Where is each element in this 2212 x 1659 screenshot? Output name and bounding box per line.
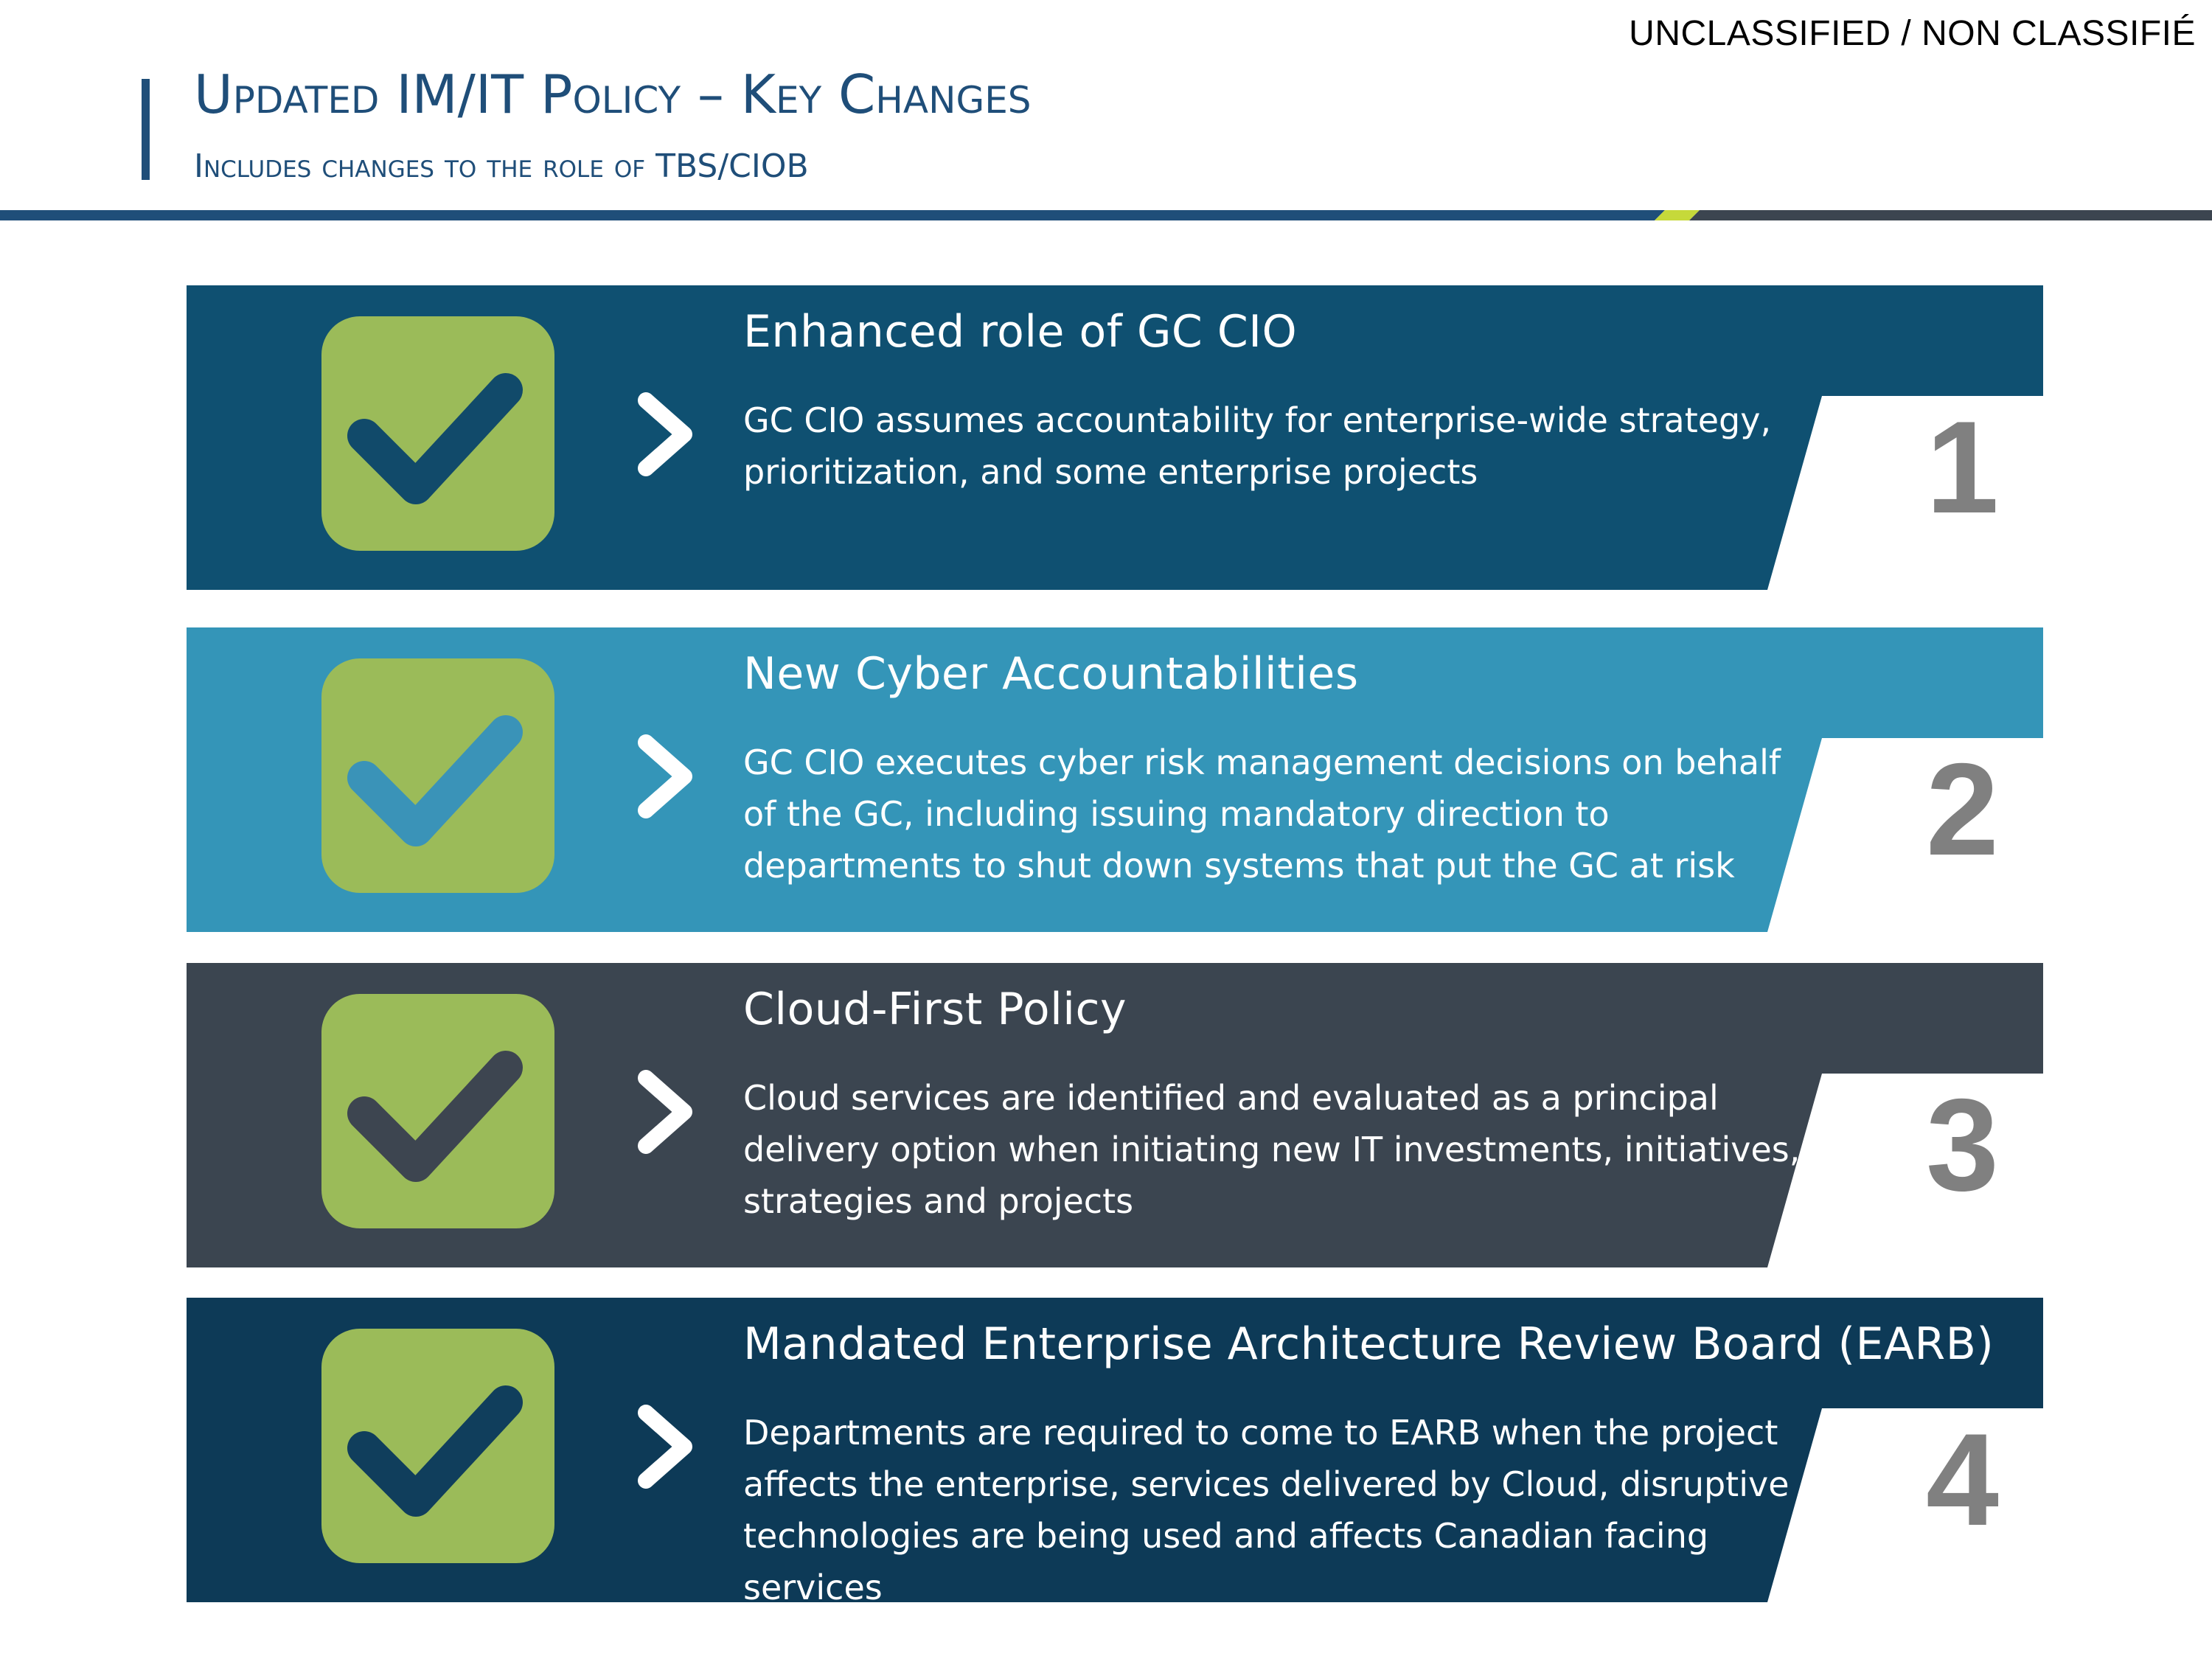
card-number: 1: [1926, 394, 1999, 540]
policy-card-1: [187, 285, 2043, 590]
card-number: 4: [1926, 1406, 1999, 1553]
policy-card-2: [187, 627, 2043, 932]
check-box: [321, 1329, 554, 1563]
title-accent-bar: [142, 79, 150, 180]
checkmark-icon: [321, 1329, 554, 1563]
page-subtitle: Includes changes to the role of TBS/CIOB: [194, 147, 809, 185]
classification-label: UNCLASSIFIED / NON CLASSIFIÉ: [1629, 14, 2196, 53]
card-description: GC CIO assumes accountability for enterprise-wide strategy, prioritization, and some enterprise projects: [743, 400, 1772, 492]
header-rule-dark: [1689, 210, 2212, 220]
policy-card-4: [187, 1298, 2043, 1607]
check-box: [321, 994, 554, 1228]
check-box: [321, 316, 554, 551]
card-title: New Cyber Accountabilities: [743, 648, 1359, 700]
checkmark-icon: [321, 994, 554, 1228]
chevron-right-icon: [633, 389, 699, 480]
checkmark-icon: [321, 658, 554, 893]
chevron-right-icon: [633, 1066, 699, 1158]
header-rule-blue: [0, 210, 1665, 220]
card-description: GC CIO executes cyber risk management decisions on behalf of the GC, including issuing mandatory direction to departments to shut down systems that put the GC at risk: [743, 742, 1781, 886]
card-number: 3: [1926, 1071, 1999, 1218]
policy-card-3: [187, 963, 2043, 1267]
checkmark-icon: [321, 316, 554, 551]
header-rule: [0, 210, 2212, 220]
chevron-right-icon: [633, 1401, 699, 1492]
card-title: Mandated Enterprise Architecture Review Board (EARB): [743, 1318, 1994, 1370]
page-title: Updated IM/IT Policy – Key Changes: [194, 63, 1032, 125]
card-number: 2: [1926, 736, 1999, 883]
card-description: Departments are required to come to EARB when the project affects the enterprise, services delivered by Cloud, disruptive technologies are being used and affects Canadian facing services: [743, 1413, 1790, 1607]
card-title: Enhanced role of GC CIO: [743, 306, 1298, 358]
chevron-right-icon: [633, 731, 699, 822]
check-box: [321, 658, 554, 893]
card-description: Cloud services are identified and evaluated as a principal delivery option when initiating new IT investments, initiatives, strategies and projects: [743, 1078, 1801, 1221]
card-title: Cloud-First Policy: [743, 984, 1127, 1035]
